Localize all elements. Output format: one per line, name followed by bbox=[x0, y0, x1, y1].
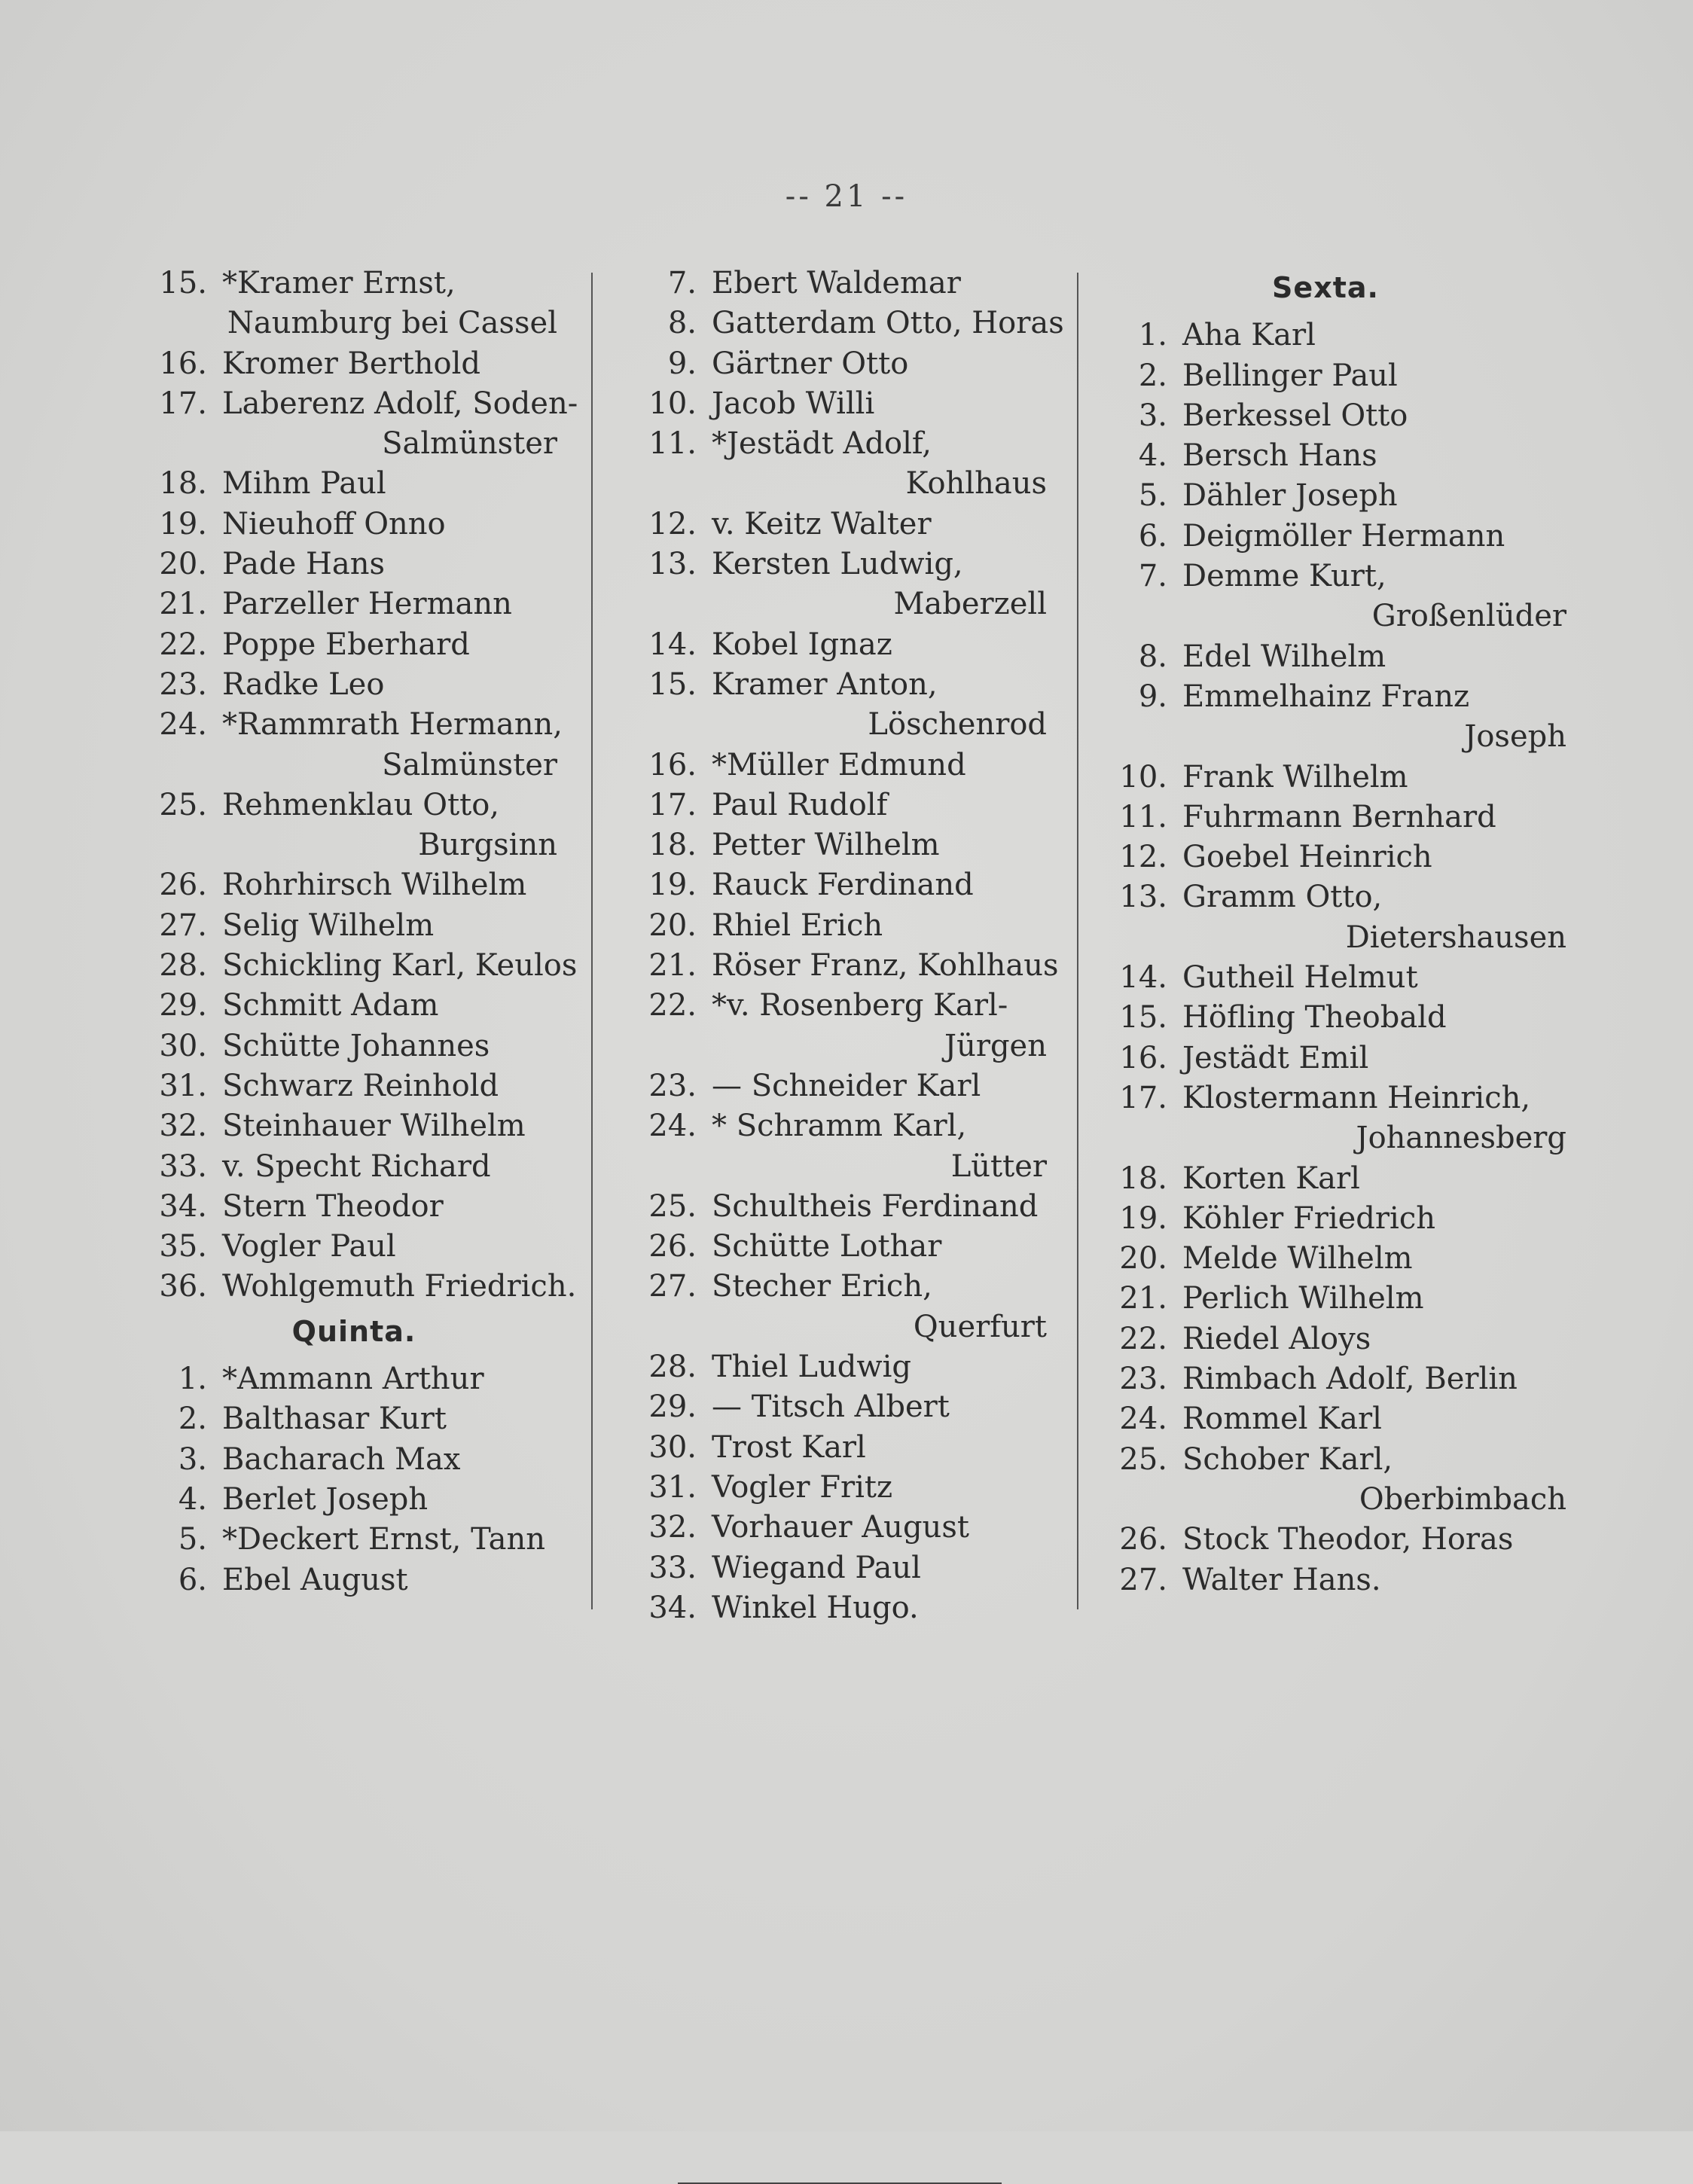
entry-name: *Müller Edmund bbox=[712, 747, 966, 782]
list-item bbox=[1084, 517, 1566, 557]
list-item bbox=[595, 1508, 1047, 1548]
list-item bbox=[105, 906, 557, 946]
entry-number: 17. bbox=[648, 787, 697, 822]
entry-number: 9. bbox=[667, 346, 697, 381]
entry-number: 3. bbox=[178, 1441, 207, 1477]
entry-number: 27. bbox=[648, 1269, 697, 1304]
list-item bbox=[105, 464, 557, 504]
list-item bbox=[1084, 1359, 1566, 1399]
entry-number: 17. bbox=[159, 386, 207, 421]
entry-name: Berkessel Otto bbox=[1182, 398, 1408, 433]
entry-name: Röser Franz, Kohlhaus bbox=[712, 948, 1059, 984]
section-heading-sexta: Sexta. bbox=[1272, 271, 1379, 304]
entry-name: Stern Theodor bbox=[222, 1188, 444, 1224]
entry-number: 1. bbox=[1138, 318, 1167, 353]
entry-name: Ebert Waldemar bbox=[712, 266, 961, 300]
entry-name: Wiegand Paul bbox=[712, 1550, 921, 1585]
entry-number: 7. bbox=[667, 266, 697, 300]
list-item bbox=[1084, 1440, 1566, 1480]
entry-number: 33. bbox=[159, 1148, 207, 1184]
entry-number: 17. bbox=[1119, 1080, 1167, 1115]
entry-number: 20. bbox=[648, 907, 697, 943]
entry-name: Kobel Ignaz bbox=[712, 627, 892, 662]
entry-number: 15. bbox=[159, 266, 207, 300]
list-item bbox=[1084, 837, 1566, 877]
entry-number: 2. bbox=[178, 1402, 207, 1437]
list-item bbox=[105, 544, 557, 584]
entry-name: *Kramer Ernst, bbox=[222, 266, 456, 300]
list-item bbox=[1084, 1319, 1566, 1359]
entry-number: 10. bbox=[1119, 759, 1167, 795]
entry-name: Jacob Willi bbox=[712, 386, 875, 421]
entry-number: 25. bbox=[648, 1188, 697, 1224]
entry-continuation: Salmünster bbox=[382, 426, 557, 462]
entry-number: 25. bbox=[159, 787, 207, 822]
entry-name: Laberenz Adolf, Soden- bbox=[222, 386, 578, 421]
list-item bbox=[595, 1428, 1047, 1468]
entry-continuation: Dietershausen bbox=[1345, 920, 1566, 955]
list-item bbox=[595, 1548, 1047, 1588]
entry-name: Bacharach Max bbox=[222, 1441, 461, 1477]
list-item bbox=[105, 946, 578, 986]
entry-name: Ebel August bbox=[222, 1562, 408, 1597]
entry-name: Schober Karl, bbox=[1182, 1441, 1393, 1477]
entry-continuation: Burgsinn bbox=[418, 828, 557, 863]
list-item bbox=[105, 1267, 577, 1307]
entry-number: 26. bbox=[159, 868, 207, 903]
entry-name: Höfling Theobald bbox=[1182, 1000, 1447, 1036]
student-list-quinta bbox=[105, 1359, 557, 1600]
entry-name: Kersten Ludwig, bbox=[712, 547, 963, 582]
list-item bbox=[105, 1147, 557, 1187]
entry-number: 32. bbox=[159, 1109, 207, 1144]
entry-name: Edel Wilhelm bbox=[1182, 639, 1386, 674]
list-item bbox=[1084, 958, 1566, 998]
list-item bbox=[105, 705, 563, 745]
list-item bbox=[595, 1588, 1047, 1628]
entry-name: Parzeller Hermann bbox=[222, 587, 512, 622]
entry-name: Walter Hans. bbox=[1182, 1562, 1381, 1597]
entry-name: Rommel Karl bbox=[1182, 1402, 1382, 1437]
entry-name: Dähler Joseph bbox=[1182, 478, 1398, 514]
column-left bbox=[105, 264, 578, 1600]
list-item bbox=[595, 344, 1047, 384]
list-item bbox=[105, 1026, 557, 1066]
list-item bbox=[1084, 798, 1566, 837]
list-item bbox=[595, 825, 1047, 865]
entry-number: 5. bbox=[1138, 478, 1167, 514]
entry-name: v. Specht Richard bbox=[222, 1148, 491, 1184]
entry-number: 7. bbox=[1138, 559, 1167, 594]
entry-name: Korten Karl bbox=[1182, 1161, 1360, 1196]
column-divider bbox=[1077, 273, 1078, 1609]
list-item bbox=[595, 665, 1047, 705]
entry-number: 29. bbox=[648, 1389, 697, 1425]
entry-name: Schultheis Ferdinand bbox=[712, 1188, 1039, 1224]
entry-name: Radke Leo bbox=[222, 666, 385, 702]
list-item bbox=[105, 625, 557, 665]
entry-name: Perlich Wilhelm bbox=[1182, 1281, 1424, 1316]
list-item bbox=[1084, 877, 1566, 917]
entry-name: Kromer Berthold bbox=[222, 346, 481, 381]
entry-number: 30. bbox=[648, 1429, 697, 1465]
entry-number: 6. bbox=[1138, 518, 1167, 554]
list-item bbox=[105, 986, 557, 1026]
list-item bbox=[105, 1359, 557, 1399]
entry-name: Mihm Paul bbox=[222, 466, 386, 502]
entry-name: Jestädt Emil bbox=[1182, 1040, 1369, 1075]
student-list-quarta bbox=[105, 264, 578, 1307]
list-item bbox=[1084, 1560, 1566, 1600]
entry-name: Kramer Anton, bbox=[712, 666, 938, 702]
entry-number: 22. bbox=[159, 627, 207, 662]
entry-continuation: Jürgen bbox=[944, 1028, 1047, 1063]
entry-name: Stock Theodor, Horas bbox=[1182, 1522, 1514, 1557]
entry-continuation: Querfurt bbox=[913, 1309, 1047, 1344]
entry-number: 15. bbox=[648, 666, 697, 702]
list-item bbox=[105, 584, 557, 624]
entry-name: Rhiel Erich bbox=[712, 907, 883, 943]
entry-name: Goebel Heinrich bbox=[1182, 840, 1432, 875]
entry-number: 23. bbox=[159, 666, 207, 702]
list-item bbox=[1084, 436, 1566, 476]
entry-name: Nieuhoff Onno bbox=[222, 506, 446, 541]
entry-name: Riedel Aloys bbox=[1182, 1321, 1371, 1356]
list-item bbox=[595, 1066, 1047, 1106]
list-item bbox=[595, 264, 1047, 304]
list-item bbox=[595, 1106, 1047, 1146]
list-item bbox=[1084, 476, 1566, 516]
entry-name: Rohrhirsch Wilhelm bbox=[222, 868, 527, 903]
entry-number: 22. bbox=[648, 988, 697, 1023]
entry-number: 19. bbox=[1119, 1200, 1167, 1236]
entry-name: Thiel Ludwig bbox=[712, 1350, 911, 1385]
list-item bbox=[105, 1520, 557, 1560]
entry-number: 23. bbox=[648, 1068, 697, 1103]
entry-name: Deigmöller Hermann bbox=[1182, 518, 1505, 554]
entry-number: 26. bbox=[1119, 1522, 1167, 1557]
list-item bbox=[595, 1347, 1047, 1387]
entry-name: Vogler Fritz bbox=[712, 1469, 893, 1505]
entry-number: 16. bbox=[159, 346, 207, 381]
entry-number: 9. bbox=[1138, 679, 1167, 714]
list-item bbox=[595, 384, 1047, 424]
entry-name: Balthasar Kurt bbox=[222, 1402, 447, 1437]
entry-number: 24. bbox=[1119, 1402, 1167, 1437]
list-item bbox=[595, 505, 1047, 544]
entry-number: 19. bbox=[159, 506, 207, 541]
entry-number: 25. bbox=[1119, 1441, 1167, 1477]
entry-name: Stecher Erich, bbox=[712, 1269, 932, 1304]
page-number: -- 21 -- bbox=[785, 179, 908, 214]
list-item bbox=[1084, 1199, 1566, 1239]
entry-continuation: Kohlhaus bbox=[905, 466, 1047, 502]
list-item bbox=[105, 785, 557, 825]
list-item bbox=[595, 304, 1064, 343]
entry-number: 26. bbox=[648, 1229, 697, 1264]
entry-number: 35. bbox=[159, 1229, 207, 1264]
entry-name: Steinhauer Wilhelm bbox=[222, 1109, 526, 1144]
entry-name: Fuhrmann Bernhard bbox=[1182, 799, 1496, 834]
list-item bbox=[1084, 1520, 1566, 1560]
entry-number: 10. bbox=[648, 386, 697, 421]
entry-number: 8. bbox=[667, 306, 697, 341]
entry-number: 21. bbox=[648, 948, 697, 984]
entry-number: 18. bbox=[1119, 1161, 1167, 1196]
list-item bbox=[105, 1227, 557, 1267]
list-item bbox=[595, 906, 1047, 946]
list-item bbox=[105, 1440, 557, 1480]
entry-name: Gatterdam Otto, Horas bbox=[712, 306, 1064, 341]
entry-name: Petter Wilhelm bbox=[712, 828, 940, 863]
entry-continuation: Lütter bbox=[950, 1148, 1047, 1184]
list-item bbox=[1084, 1399, 1566, 1439]
list-item bbox=[595, 986, 1047, 1026]
entry-number: 32. bbox=[648, 1510, 697, 1545]
list-item bbox=[1084, 1279, 1566, 1319]
list-item bbox=[1084, 396, 1566, 436]
entry-name: Paul Rudolf bbox=[712, 787, 888, 822]
entry-number: 1. bbox=[178, 1362, 207, 1397]
entry-number: 21. bbox=[1119, 1281, 1167, 1316]
entry-continuation: Salmünster bbox=[382, 747, 557, 782]
entry-name: Pade Hans bbox=[222, 547, 385, 582]
entry-number: 31. bbox=[159, 1068, 207, 1103]
entry-number: 24. bbox=[159, 707, 207, 743]
entry-name: *Ammann Arthur bbox=[222, 1362, 484, 1397]
entry-number: 20. bbox=[159, 547, 207, 582]
entry-number: 16. bbox=[1119, 1040, 1167, 1075]
list-item bbox=[1084, 1239, 1566, 1279]
entry-number: 18. bbox=[648, 828, 697, 863]
list-item bbox=[595, 865, 1047, 905]
list-item bbox=[105, 1066, 557, 1106]
list-item bbox=[1084, 677, 1566, 717]
entry-number: 3. bbox=[1138, 398, 1167, 433]
entry-continuation: Maberzell bbox=[893, 587, 1047, 622]
list-item bbox=[1084, 1078, 1566, 1118]
column-right bbox=[1084, 264, 1566, 1600]
entry-number: 34. bbox=[159, 1188, 207, 1224]
entry-number: 24. bbox=[648, 1109, 697, 1144]
list-item bbox=[105, 1187, 557, 1227]
list-item bbox=[595, 1267, 1047, 1307]
entry-name: — Titsch Albert bbox=[712, 1389, 950, 1425]
list-item bbox=[105, 1399, 557, 1439]
entry-name: Rauck Ferdinand bbox=[712, 868, 974, 903]
entry-name: Schütte Lothar bbox=[712, 1229, 942, 1264]
entry-name: *Rammrath Hermann, bbox=[222, 707, 563, 743]
list-item bbox=[1084, 1039, 1566, 1078]
list-item bbox=[595, 544, 1047, 584]
list-item bbox=[105, 264, 557, 304]
list-item bbox=[105, 1106, 557, 1146]
entry-name: *Jestädt Adolf, bbox=[712, 426, 932, 462]
student-list-quinta-continued bbox=[595, 264, 1064, 1628]
entry-number: 19. bbox=[648, 868, 697, 903]
entry-number: 28. bbox=[648, 1350, 697, 1385]
list-item bbox=[1084, 637, 1566, 677]
entry-name: Vogler Paul bbox=[222, 1229, 396, 1264]
entry-number: 14. bbox=[648, 627, 697, 662]
entry-number: 22. bbox=[1119, 1321, 1167, 1356]
list-item bbox=[1084, 316, 1566, 355]
entry-number: 28. bbox=[159, 948, 207, 984]
entry-continuation: Löschenrod bbox=[868, 707, 1047, 743]
list-item bbox=[105, 384, 578, 424]
section-heading-quinta: Quinta. bbox=[291, 1314, 416, 1348]
entry-number: 13. bbox=[648, 547, 697, 582]
entry-number: 23. bbox=[1119, 1362, 1167, 1397]
entry-number: 18. bbox=[159, 466, 207, 502]
entry-name: Gärtner Otto bbox=[712, 346, 909, 381]
entry-name: Melde Wilhelm bbox=[1182, 1241, 1413, 1277]
entry-continuation: Oberbimbach bbox=[1359, 1481, 1566, 1517]
entry-name: Vorhauer August bbox=[712, 1510, 969, 1545]
entry-name: Wohlgemuth Friedrich. bbox=[222, 1269, 577, 1304]
entry-name: Rimbach Adolf, Berlin bbox=[1182, 1362, 1518, 1397]
list-item bbox=[105, 865, 557, 905]
column-middle bbox=[595, 264, 1064, 1628]
list-item bbox=[105, 505, 557, 544]
entry-name: Selig Wilhelm bbox=[222, 907, 435, 943]
entry-name: Frank Wilhelm bbox=[1182, 759, 1408, 795]
entry-name: Klostermann Heinrich, bbox=[1182, 1080, 1531, 1115]
list-item bbox=[595, 1227, 1047, 1267]
entry-number: 27. bbox=[159, 907, 207, 943]
student-list-sexta bbox=[1084, 316, 1566, 1600]
list-item bbox=[1084, 1159, 1566, 1199]
entry-number: 34. bbox=[648, 1590, 697, 1625]
entry-number: 8. bbox=[1138, 639, 1167, 674]
entry-number: 27. bbox=[1119, 1562, 1167, 1597]
entry-number: 14. bbox=[1119, 960, 1167, 996]
entry-name: Rehmenklau Otto, bbox=[222, 787, 500, 822]
list-item bbox=[1084, 557, 1566, 596]
list-item bbox=[595, 1387, 1047, 1427]
list-item bbox=[1084, 998, 1566, 1038]
entry-number: 4. bbox=[1138, 438, 1167, 474]
entry-name: Bersch Hans bbox=[1182, 438, 1377, 474]
list-item bbox=[595, 1468, 1047, 1508]
entry-number: 12. bbox=[648, 506, 697, 541]
list-item bbox=[595, 785, 1047, 825]
entry-name: Köhler Friedrich bbox=[1182, 1200, 1435, 1236]
entry-name: Demme Kurt, bbox=[1182, 559, 1386, 594]
entry-number: 30. bbox=[159, 1028, 207, 1063]
entry-name: — Schneider Karl bbox=[712, 1068, 981, 1103]
entry-number: 6. bbox=[178, 1562, 207, 1597]
column-divider bbox=[591, 273, 593, 1609]
entry-name: Schütte Johannes bbox=[222, 1028, 490, 1063]
list-item bbox=[595, 1187, 1047, 1227]
entry-number: 11. bbox=[1119, 799, 1167, 834]
list-item bbox=[595, 625, 1047, 665]
entry-name: Schwarz Reinhold bbox=[222, 1068, 499, 1103]
entry-name: Gramm Otto, bbox=[1182, 880, 1383, 915]
list-item bbox=[595, 424, 1047, 464]
entry-continuation: Johannesberg bbox=[1356, 1121, 1566, 1156]
list-item bbox=[595, 746, 1047, 785]
entry-number: 20. bbox=[1119, 1241, 1167, 1277]
entry-number: 13. bbox=[1119, 880, 1167, 915]
entry-continuation: Joseph bbox=[1464, 719, 1566, 755]
list-item bbox=[1084, 758, 1566, 798]
entry-name: v. Keitz Walter bbox=[712, 506, 932, 541]
entry-name: Aha Karl bbox=[1182, 318, 1316, 353]
entry-name: *Deckert Ernst, Tann bbox=[222, 1522, 546, 1557]
entry-continuation: Naumburg bei Cassel bbox=[227, 306, 557, 341]
entry-name: Emmelhainz Franz bbox=[1182, 679, 1470, 714]
entry-number: 29. bbox=[159, 988, 207, 1023]
list-item bbox=[105, 344, 557, 384]
entry-number: 16. bbox=[648, 747, 697, 782]
entry-name: Bellinger Paul bbox=[1182, 358, 1398, 393]
entry-number: 12. bbox=[1119, 840, 1167, 875]
list-item bbox=[105, 1480, 557, 1520]
entry-name: Schickling Karl, Keulos bbox=[222, 948, 578, 984]
list-item bbox=[105, 665, 557, 705]
entry-name: Winkel Hugo. bbox=[712, 1590, 919, 1625]
entry-number: 31. bbox=[648, 1469, 697, 1505]
entry-number: 36. bbox=[159, 1269, 207, 1304]
entry-name: *v. Rosenberg Karl- bbox=[712, 988, 1008, 1023]
entry-name: Berlet Joseph bbox=[222, 1481, 429, 1517]
entry-number: 2. bbox=[1138, 358, 1167, 393]
entry-name: * Schramm Karl, bbox=[712, 1109, 967, 1144]
entry-name: Gutheil Helmut bbox=[1182, 960, 1418, 996]
entry-number: 33. bbox=[648, 1550, 697, 1585]
entry-name: Poppe Eberhard bbox=[222, 627, 470, 662]
entry-number: 5. bbox=[178, 1522, 207, 1557]
list-item bbox=[1084, 356, 1566, 396]
entry-number: 15. bbox=[1119, 1000, 1167, 1036]
list-item bbox=[105, 1560, 557, 1600]
entry-continuation: Großenlüder bbox=[1371, 599, 1566, 634]
list-item bbox=[595, 946, 1059, 986]
entry-number: 11. bbox=[648, 426, 697, 462]
entry-name: Schmitt Adam bbox=[222, 988, 439, 1023]
entry-name: Trost Karl bbox=[712, 1429, 866, 1465]
entry-number: 21. bbox=[159, 587, 207, 622]
entry-number: 4. bbox=[178, 1481, 207, 1517]
